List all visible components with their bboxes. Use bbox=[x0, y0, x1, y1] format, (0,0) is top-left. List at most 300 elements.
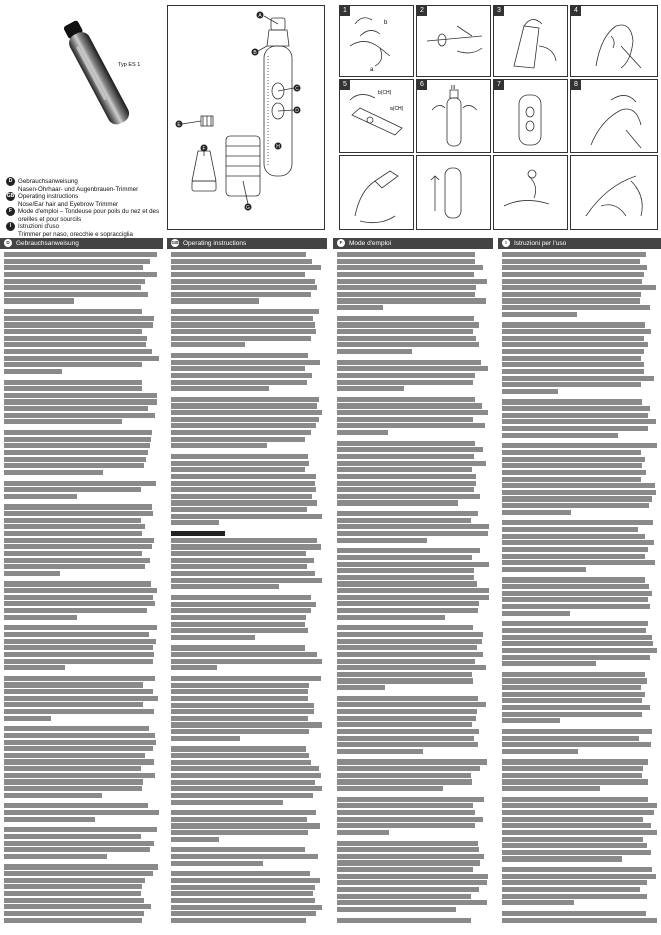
body-text-line bbox=[4, 571, 60, 576]
body-text-line bbox=[337, 645, 477, 650]
body-text-line bbox=[4, 793, 102, 798]
body-text-line bbox=[4, 817, 95, 822]
body-text-line bbox=[171, 891, 313, 896]
body-text-line bbox=[337, 342, 479, 347]
body-text-line bbox=[337, 481, 476, 486]
body-text-line bbox=[337, 336, 476, 341]
body-text-line bbox=[502, 527, 638, 532]
body-text-line bbox=[4, 342, 146, 347]
body-text-line bbox=[502, 285, 656, 290]
body-text-line bbox=[337, 588, 489, 593]
body-text-line bbox=[502, 786, 600, 791]
body-text-line bbox=[502, 641, 653, 646]
body-text-line bbox=[4, 393, 157, 398]
body-text-line bbox=[502, 856, 622, 861]
body-text-line bbox=[171, 461, 309, 466]
paragraph-gap bbox=[502, 924, 657, 928]
body-text-line bbox=[337, 729, 479, 734]
body-text-line bbox=[171, 360, 320, 365]
body-text-line bbox=[337, 410, 488, 415]
text-column-d bbox=[4, 252, 159, 932]
body-text-line bbox=[502, 369, 644, 374]
body-text-line bbox=[4, 918, 142, 923]
body-text-line bbox=[171, 366, 305, 371]
body-text-line bbox=[4, 716, 51, 721]
body-text-line bbox=[171, 380, 307, 385]
body-text-line bbox=[337, 632, 483, 637]
body-text-line bbox=[337, 531, 488, 536]
body-text-line bbox=[171, 871, 310, 876]
body-text-line bbox=[171, 665, 217, 670]
body-text-line bbox=[502, 419, 656, 424]
parts-diagram-panel bbox=[167, 5, 325, 230]
body-text-line bbox=[171, 830, 308, 835]
body-text-line bbox=[502, 591, 652, 596]
body-text-line bbox=[337, 659, 475, 664]
body-text-line bbox=[337, 639, 482, 644]
body-text-line bbox=[4, 285, 141, 290]
body-text-line bbox=[4, 386, 142, 391]
body-text-line bbox=[502, 900, 574, 905]
svg-text:III: III bbox=[451, 85, 456, 91]
figure-2-drawing bbox=[417, 6, 491, 77]
svg-text:b: b bbox=[384, 20, 388, 26]
body-text-line bbox=[4, 753, 145, 758]
body-text-line bbox=[502, 252, 646, 257]
body-text-line bbox=[171, 430, 311, 435]
body-text-line bbox=[171, 292, 311, 297]
body-text-line bbox=[4, 316, 154, 321]
body-text-line bbox=[171, 336, 311, 341]
body-text-line bbox=[337, 272, 474, 277]
body-text-line bbox=[502, 749, 578, 754]
body-text-line bbox=[4, 827, 157, 832]
body-text-line bbox=[171, 595, 311, 600]
body-text-line bbox=[4, 581, 151, 586]
body-text-line bbox=[171, 298, 259, 303]
body-text-line bbox=[171, 252, 306, 257]
body-text-line bbox=[337, 298, 486, 303]
body-text-line bbox=[337, 373, 475, 378]
body-text-line bbox=[337, 823, 475, 828]
body-text-line bbox=[337, 652, 483, 657]
body-text-line bbox=[4, 272, 157, 277]
body-text-line bbox=[502, 661, 596, 666]
body-text-line bbox=[4, 645, 153, 650]
body-text-line bbox=[502, 292, 641, 297]
body-text-line bbox=[4, 659, 153, 664]
body-text-line bbox=[337, 538, 427, 543]
body-text-line bbox=[171, 454, 308, 459]
body-text-line bbox=[171, 487, 316, 492]
text-column-i bbox=[502, 252, 657, 932]
body-text-line bbox=[502, 685, 641, 690]
body-text-line bbox=[4, 413, 155, 418]
body-text-line bbox=[171, 703, 314, 708]
body-text-line bbox=[502, 874, 656, 879]
body-text-line bbox=[4, 531, 142, 536]
body-text-line bbox=[4, 588, 157, 593]
body-text-line bbox=[502, 584, 649, 589]
body-text-line bbox=[502, 490, 656, 495]
body-text-line bbox=[171, 403, 317, 408]
body-text-line bbox=[4, 733, 155, 738]
body-text-line bbox=[4, 740, 156, 745]
body-text-line bbox=[502, 382, 641, 387]
body-text-line bbox=[337, 548, 480, 553]
section-header-gb: GB Operating instructions bbox=[167, 238, 327, 249]
body-text-line bbox=[171, 309, 319, 314]
body-text-line bbox=[502, 597, 648, 602]
body-text-line bbox=[337, 329, 473, 334]
body-text-line bbox=[502, 736, 639, 741]
cover-panel bbox=[0, 2, 163, 238]
body-text-line bbox=[502, 604, 650, 609]
body-text-line bbox=[502, 259, 640, 264]
section-header-d: D Gebrauchsanweisung bbox=[0, 238, 163, 249]
body-text-line bbox=[502, 698, 642, 703]
body-text-line bbox=[4, 676, 155, 681]
body-text-line bbox=[502, 729, 652, 734]
body-text-line bbox=[4, 841, 154, 846]
body-text-line bbox=[337, 803, 473, 808]
body-text-line bbox=[337, 918, 471, 923]
body-text-line bbox=[502, 880, 647, 885]
body-text-line bbox=[171, 410, 322, 415]
body-text-line bbox=[337, 900, 487, 905]
body-text-line bbox=[337, 259, 475, 264]
body-text-line bbox=[171, 584, 279, 589]
body-text-line bbox=[502, 470, 646, 475]
body-text-line bbox=[337, 625, 473, 630]
svg-text:a: a bbox=[370, 67, 374, 73]
figure-10 bbox=[416, 155, 491, 230]
body-text-line bbox=[337, 709, 477, 714]
body-text-line bbox=[4, 524, 145, 529]
body-text-line bbox=[171, 520, 219, 525]
body-text-line bbox=[4, 443, 150, 448]
figure-5-drawing bbox=[340, 80, 414, 153]
body-text-line bbox=[171, 373, 312, 378]
body-text-line bbox=[502, 503, 649, 508]
body-text-line bbox=[171, 507, 307, 512]
body-text-line bbox=[4, 779, 143, 784]
body-text-line bbox=[4, 349, 152, 354]
body-text-line bbox=[502, 298, 640, 303]
body-text-line bbox=[4, 292, 148, 297]
body-text-line bbox=[171, 736, 240, 741]
body-text-line bbox=[171, 753, 309, 758]
body-text-line bbox=[502, 797, 648, 802]
body-text-line bbox=[337, 581, 477, 586]
paragraph-gap bbox=[337, 924, 489, 928]
body-text-line bbox=[337, 305, 383, 310]
body-text-line bbox=[502, 628, 646, 633]
body-text-line bbox=[337, 430, 388, 435]
body-text-line bbox=[4, 470, 103, 475]
body-text-line bbox=[337, 555, 472, 560]
body-text-line bbox=[337, 696, 478, 701]
body-text-line bbox=[4, 696, 158, 701]
body-text-line bbox=[337, 386, 404, 391]
body-text-line bbox=[4, 329, 142, 334]
body-text-line bbox=[502, 496, 652, 501]
body-text-line bbox=[502, 567, 586, 572]
callout-e: E bbox=[177, 121, 181, 128]
body-text-line bbox=[502, 621, 648, 626]
figure-6-drawing bbox=[417, 80, 491, 153]
body-text-line bbox=[337, 349, 412, 354]
body-text-line bbox=[502, 265, 647, 270]
body-text-line bbox=[4, 746, 153, 751]
body-text-line bbox=[171, 564, 307, 569]
body-text-line bbox=[171, 602, 316, 607]
body-text-line bbox=[171, 615, 306, 620]
text-column-f bbox=[337, 252, 489, 932]
body-text-line bbox=[4, 309, 142, 314]
figure-12-drawing bbox=[571, 156, 658, 230]
product-trimmer-illustration bbox=[58, 10, 141, 135]
body-text-line bbox=[171, 423, 316, 428]
body-text-line bbox=[337, 360, 481, 365]
body-text-line bbox=[171, 645, 305, 650]
body-text-line bbox=[4, 265, 143, 270]
body-text-line bbox=[171, 722, 322, 727]
body-text-line bbox=[337, 518, 471, 523]
body-text-line bbox=[337, 487, 474, 492]
body-text-line bbox=[337, 678, 473, 683]
body-text-line bbox=[337, 615, 445, 620]
body-text-line bbox=[171, 558, 314, 563]
body-text-line bbox=[502, 850, 651, 855]
body-text-line bbox=[171, 342, 245, 347]
parts-diagram bbox=[168, 6, 324, 229]
body-text-line bbox=[171, 386, 269, 391]
body-text-line bbox=[502, 894, 647, 899]
body-text-line bbox=[502, 718, 560, 723]
callout-a: A bbox=[258, 12, 262, 19]
body-text-line bbox=[171, 659, 322, 664]
section-header-i: I Istruzioni per l'uso bbox=[498, 238, 661, 249]
body-text-line bbox=[337, 403, 482, 408]
body-text-line bbox=[171, 847, 305, 852]
body-text-line bbox=[337, 830, 389, 835]
body-text-line bbox=[171, 481, 315, 486]
body-text-line bbox=[4, 298, 74, 303]
body-text-line bbox=[337, 766, 480, 771]
body-text-line bbox=[502, 483, 655, 488]
body-text-line bbox=[337, 880, 487, 885]
body-text-line bbox=[337, 736, 474, 741]
body-text-line bbox=[502, 887, 640, 892]
body-text-line bbox=[171, 628, 308, 633]
body-text-line bbox=[4, 864, 158, 869]
body-text-line bbox=[4, 494, 77, 499]
figure-3-drawing bbox=[494, 6, 568, 77]
body-text-line bbox=[337, 568, 474, 573]
body-text-line bbox=[4, 803, 148, 808]
body-text-line bbox=[171, 689, 308, 694]
figure-1-drawing bbox=[340, 6, 414, 77]
body-text-line bbox=[171, 898, 315, 903]
body-text-line bbox=[4, 766, 141, 771]
body-text-line bbox=[502, 463, 642, 468]
body-text-line bbox=[171, 793, 313, 798]
body-text-line bbox=[4, 709, 154, 714]
figure-8: 8 bbox=[570, 79, 658, 153]
body-text-line bbox=[171, 746, 306, 751]
body-text-line bbox=[4, 891, 141, 896]
body-text-line bbox=[4, 608, 147, 613]
body-text-line bbox=[337, 447, 483, 452]
body-text-line bbox=[4, 854, 107, 859]
body-text-line bbox=[502, 534, 645, 539]
body-text-line bbox=[4, 558, 150, 563]
body-text-line bbox=[171, 861, 263, 866]
body-text-line bbox=[171, 780, 315, 785]
paragraph-gap bbox=[4, 924, 159, 928]
body-text-line bbox=[171, 911, 316, 916]
body-text-line bbox=[502, 426, 648, 431]
body-text-line bbox=[4, 322, 153, 327]
body-text-line bbox=[337, 860, 480, 865]
body-text-line bbox=[502, 672, 645, 677]
body-text-line bbox=[4, 362, 142, 367]
body-text-line bbox=[502, 389, 558, 394]
body-text-line bbox=[502, 655, 650, 660]
figure-6: 6 III bbox=[416, 79, 491, 153]
model-label: Typ ES 1 bbox=[118, 62, 141, 68]
body-text-line bbox=[502, 911, 646, 916]
body-text-line bbox=[502, 322, 645, 327]
body-text-line bbox=[337, 279, 487, 284]
body-text-line bbox=[502, 329, 651, 334]
body-heading-line bbox=[171, 531, 225, 536]
body-text-line bbox=[4, 356, 159, 361]
body-text-line bbox=[337, 867, 473, 872]
body-text-line bbox=[337, 817, 483, 822]
section-header-f: F Mode d'emploi bbox=[333, 238, 493, 249]
body-text-line bbox=[337, 494, 480, 499]
body-text-line bbox=[4, 834, 141, 839]
body-text-line bbox=[337, 786, 443, 791]
body-text-line bbox=[337, 874, 488, 879]
body-text-line bbox=[4, 884, 142, 889]
figure-9-drawing bbox=[340, 156, 414, 230]
body-text-line bbox=[502, 773, 642, 778]
body-text-line bbox=[171, 709, 314, 714]
figure-11-drawing bbox=[494, 156, 568, 230]
figure-8-drawing bbox=[571, 80, 658, 153]
body-text-line bbox=[171, 760, 311, 765]
body-text-line bbox=[337, 285, 476, 290]
body-text-line bbox=[502, 305, 650, 310]
body-text-line bbox=[502, 457, 645, 462]
body-text-line bbox=[502, 406, 650, 411]
body-text-line bbox=[171, 652, 317, 657]
body-text-line bbox=[171, 676, 321, 681]
body-text-line bbox=[337, 461, 486, 466]
body-text-line bbox=[4, 457, 146, 462]
body-text-line bbox=[171, 467, 305, 472]
figure-12 bbox=[570, 155, 658, 230]
figure-4-drawing bbox=[571, 6, 658, 77]
body-text-line bbox=[502, 547, 648, 552]
body-text-line bbox=[502, 336, 644, 341]
body-text-line bbox=[171, 683, 309, 688]
body-text-line bbox=[337, 423, 485, 428]
body-text-line bbox=[171, 854, 318, 859]
body-text-line bbox=[337, 887, 479, 892]
body-text-line bbox=[171, 551, 306, 556]
body-text-line bbox=[4, 615, 77, 620]
body-text-line bbox=[4, 632, 149, 637]
body-text-line bbox=[337, 601, 479, 606]
body-text-line bbox=[502, 399, 642, 404]
body-text-line bbox=[502, 510, 571, 515]
body-text-line bbox=[171, 823, 320, 828]
body-text-line bbox=[337, 841, 478, 846]
body-text-line bbox=[4, 702, 143, 707]
body-text-line bbox=[337, 810, 475, 815]
body-text-line bbox=[502, 867, 652, 872]
figure-11 bbox=[493, 155, 568, 230]
body-text-line bbox=[171, 608, 311, 613]
body-text-line bbox=[4, 437, 151, 442]
body-text-line bbox=[337, 847, 479, 852]
body-text-line bbox=[502, 356, 641, 361]
body-text-line bbox=[171, 729, 309, 734]
body-text-line bbox=[4, 689, 153, 694]
body-text-line bbox=[337, 773, 471, 778]
body-text-line bbox=[4, 773, 155, 778]
body-text-line bbox=[4, 279, 145, 284]
body-text-line bbox=[4, 810, 159, 815]
body-text-line bbox=[337, 441, 475, 446]
body-text-line bbox=[4, 518, 141, 523]
body-text-line bbox=[171, 786, 322, 791]
body-text-line bbox=[171, 474, 316, 479]
figure-3: 3 bbox=[493, 5, 568, 77]
body-text-line bbox=[4, 759, 154, 764]
body-text-line bbox=[502, 766, 643, 771]
body-text-line bbox=[502, 611, 570, 616]
body-text-line bbox=[4, 601, 155, 606]
body-text-line bbox=[502, 413, 648, 418]
body-text-line bbox=[337, 665, 486, 670]
body-text-line bbox=[337, 797, 484, 802]
svg-text:a(CH): a(CH) bbox=[390, 106, 404, 112]
body-text-line bbox=[171, 622, 305, 627]
body-text-line bbox=[171, 878, 320, 883]
body-text-line bbox=[337, 685, 385, 690]
body-text-line bbox=[502, 705, 650, 710]
body-text-line bbox=[337, 500, 458, 505]
svg-text:b(CH): b(CH) bbox=[378, 90, 392, 96]
body-text-line bbox=[337, 474, 476, 479]
body-text-line bbox=[4, 259, 150, 264]
body-text-line bbox=[337, 467, 472, 472]
figure-9 bbox=[339, 155, 414, 230]
body-text-line bbox=[171, 329, 316, 334]
body-text-line bbox=[337, 366, 488, 371]
body-text-line bbox=[4, 595, 153, 600]
body-text-line bbox=[4, 847, 150, 852]
body-text-line bbox=[337, 562, 489, 567]
figure-2: 2 bbox=[416, 5, 491, 77]
body-text-line bbox=[171, 437, 305, 442]
callout-d: D bbox=[295, 107, 299, 114]
